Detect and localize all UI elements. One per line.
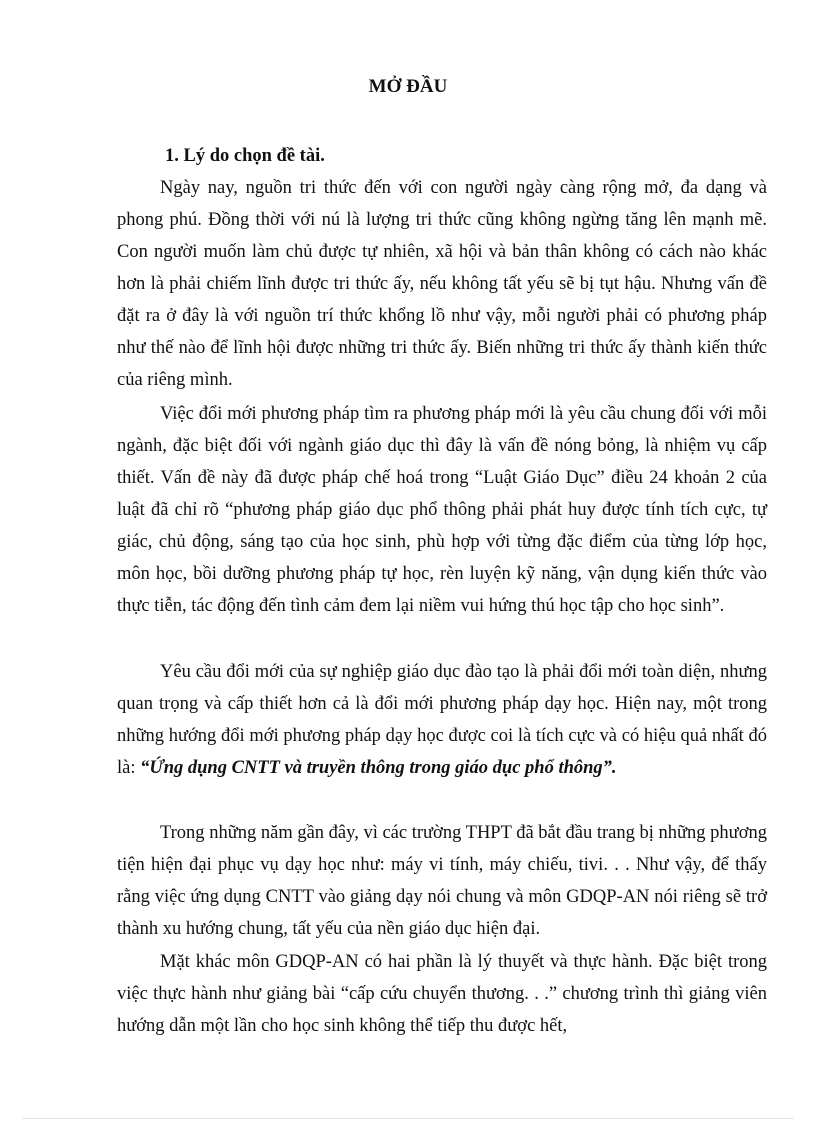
paragraph-3 — [117, 656, 767, 784]
paragraph-4: Trong những năm gần đây, vì các trường THPT đã bắt đầu trang bị những phương tiện hiện đại phục vụ dạy học như: máy vi tính, máy chiếu, tivi. . . Như vậy, để thấy rằng việc ứng dụng CNTT vào giảng dạy nói chung và môn GDQP-AN nói riêng sẽ trở thành xu hướng chung, tất yếu của nền giáo dục hiện đại. — [117, 823, 767, 939]
page-title: MỞ ĐẦU — [368, 76, 448, 97]
paragraph-3-emphasis: “Ứng dụng CNTT và truyền thông trong giáo dục phổ thông”. — [140, 758, 617, 778]
paragraph-1: Ngày nay, nguồn tri thức đến với con người ngày càng rộng mở, đa dạng và phong phú. Đồng thời với nú là lượng tri thức cũng không ngừng tăng lên mạnh mẽ. Con người muốn làm chủ được tự nhiên, xã hội và bản thân không có cách nào khác hơn là phải chiếm lĩnh được tri thức ấy, nếu không tất yếu sẽ bị tụt hậu. Nhưng vấn đề đặt ra ở đây là với nguồn trí thức khổng lồ như vậy, mỗi người phải có phương pháp như thế nào để lĩnh hội được những tri thức ấy. Biến những tri thức ấy thành kiến thức của riêng mình. — [117, 178, 767, 390]
section-heading: 1. Lý do chọn đề tài. — [165, 146, 325, 166]
paragraph-5: Mặt khác môn GDQP-AN có hai phần là lý thuyết và thực hành. Đặc biệt trong việc thực hành như giảng bài “cấp cứu chuyển thương. . .” chương trình thì giảng viên hướng dẫn một lần cho học sinh không thể tiếp thu được hết, — [117, 952, 767, 1036]
paragraph-3-text: Yêu cầu đổi mới của sự nghiệp giáo dục đào tạo là phải đổi mới toàn diện, nhưng quan trọng và cấp thiết hơn cả là đổi mới phương pháp dạy học. Hiện nay, một trong những hướng đổi mới phương pháp dạy học được coi là tích cực và có hiệu quả nhất đó là: — [117, 662, 767, 778]
page-bottom-divider — [22, 1118, 794, 1119]
paragraph-2: Việc đổi mới phương pháp tìm ra phương pháp mới là yêu cầu chung đối với mỗi ngành, đặc biệt đối với ngành giáo dục thì đây là vấn đề nóng bỏng, là nhiệm vụ cấp thiết. Vấn đề này đã được pháp chế hoá trong “Luật Giáo Dục” điều 24 khoản 2 của luật đã chỉ rõ “phương pháp giáo dục phổ thông phải phát huy được tính tích cực, tự giác, chủ động, sáng tạo của học sinh, phù hợp với từng đặc điểm của từng lớp học, môn học, bồi dưỡng phương pháp tự học, rèn luyện kỹ năng, vận dụng kiến thức vào thực tiễn, tác động đến tình cảm đem lại niềm vui hứng thú học tập cho học sinh”. — [117, 404, 767, 616]
